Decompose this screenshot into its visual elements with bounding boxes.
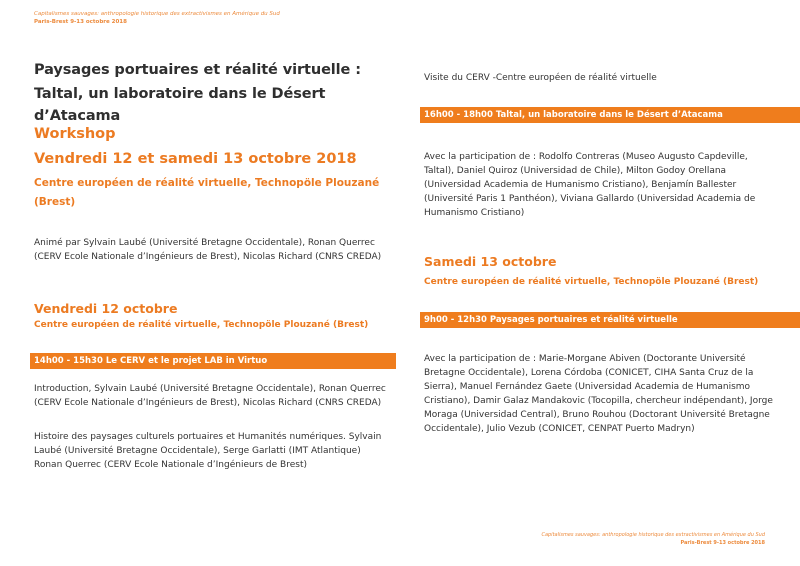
- day1-heading: Vendredi 12 octobre: [34, 301, 178, 316]
- page-header: [34, 10, 280, 26]
- page-footer: [541, 531, 765, 547]
- day2-venue: Centre européen de réalité virtuelle, Technopöle Plouzané (Brest): [424, 277, 759, 287]
- day2-heading: Samedi 13 octobre: [424, 254, 557, 269]
- title-line-2: Taltal, un laboratoire dans le Désert d’Atacama: [34, 86, 326, 124]
- cerv-visit: Visite du CERV -Centre européen de réalité virtuelle: [424, 73, 657, 83]
- session1-introduction: Introduction, Sylvain Laubé (Université Bretagne Occidentale), Ronan Querrec (CERV Ecole Nationale d’Ingénieurs de Brest), Nicolas Richard (CNRS CREDA): [34, 384, 386, 408]
- workshop-label: Workshop: [34, 126, 116, 142]
- day1-venue: Centre européen de réalité virtuelle, Technopöle Plouzané (Brest): [34, 320, 369, 330]
- session3-time-bar: 9h00 - 12h30 Paysages portuaires et réalité virtuelle: [420, 312, 800, 328]
- header-dates: Paris-Brest 9-13 octobre 2018: [34, 19, 127, 25]
- workshop-venue-line-1: Centre européen de réalité virtuelle, Technopöle Plouzané: [34, 177, 380, 189]
- animated-by: Animé par Sylvain Laubé (Université Bretagne Occidentale), Ronan Querrec (CERV Ecole Nationale d’Ingénieurs de Brest), Nicolas Richard (CNRS CREDA): [34, 238, 382, 262]
- session3-participants: Avec la participation de : Marie-Morgane Abiven (Doctorante Université Bretagne Occidentale), Lorena Córdoba (CONICET, CIHA Santa Cruz de la Sierra), Manuel Fernández Gaete (Universidad Academia de Humanismo Cristiano), Damir Galaz Mandakovic (Tocopilla, chercheur indépendant), Jorge Moraga (Universidad Central), Bruno Rouhou (Doctorant Université Bretagne Occidentale), Julio Vezub (CONICET, CENPAT Puerto Madryn): [424, 354, 773, 434]
- workshop-venue-line-2: (Brest): [34, 196, 76, 208]
- footer-dates: Paris-Brest 9-13 octobre 2018: [680, 540, 765, 546]
- session1-talk: Histoire des paysages culturels portuaires et Humanités numériques. Sylvain Laubé (Université Bretagne Occidentale), Serge Garlatti (IMT Atlantique) Ronan Querrec (CERV Ecole Nationale d’Ingénieurs de Brest): [34, 432, 382, 470]
- session2-time-bar: 16h00 - 18h00 Taltal, un laboratoire dans le Désert d’Atacama: [420, 107, 800, 123]
- title-line-1: Paysages portuaires et réalité virtuelle :: [34, 62, 361, 78]
- header-series-title: Capitalismes sauvages: anthropologie historique des extractivismes en Amérique du Sud: [34, 11, 280, 17]
- session1-time-bar: 14h00 - 15h30 Le CERV et le projet LAB in Virtuo: [30, 353, 396, 369]
- workshop-dates: Vendredi 12 et samedi 13 octobre 2018: [34, 151, 357, 167]
- footer-series-title: Capitalismes sauvages: anthropologie historique des extractivismes en Amérique du Sud: [541, 532, 765, 538]
- session2-participants: Avec la participation de : Rodolfo Contreras (Museo Augusto Capdeville, Taltal), Daniel Quiroz (Universidad de Chile), Milton Godoy Orellana (Universidad Academia de Humanismo Cristiano), Benjamín Ballester (Université Paris 1 Panthéon), Viviana Gallardo (Universidad Academia de Humanismo Cristiano): [424, 152, 756, 218]
